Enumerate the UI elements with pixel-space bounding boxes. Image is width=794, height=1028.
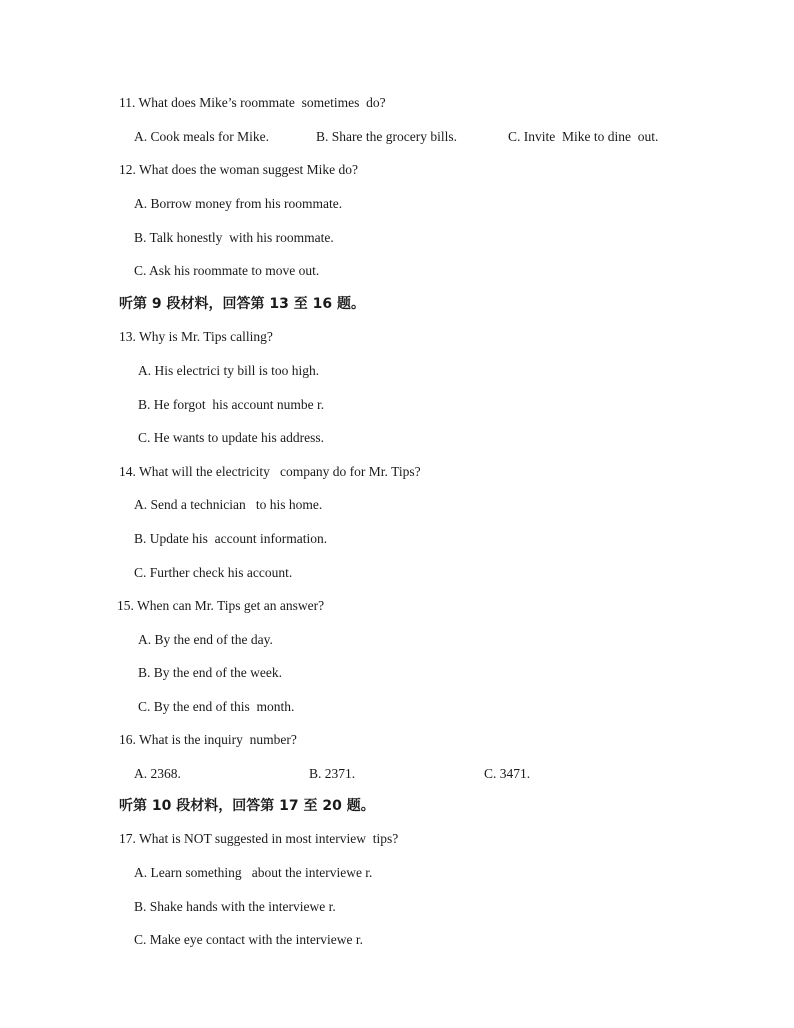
q11-option-b: B. Share the grocery bills. [316, 129, 457, 144]
question-14: 14. What will the electricity company do for Mr. Tips? [119, 464, 421, 479]
q14-option-c: C. Further check his account. [134, 565, 293, 580]
q15-option-c: C. By the end of this month. [138, 699, 295, 714]
question-15: 15. When can Mr. Tips get an answer? [117, 598, 325, 613]
q13-option-a: A. His electrici ty bill is too high. [138, 363, 320, 378]
q12-option-a: A. Borrow money from his roommate. [134, 196, 343, 211]
q17-option-c: C. Make eye contact with the interviewe r. [134, 932, 364, 947]
q12-option-b: B. Talk honestly with his roommate. [134, 230, 334, 245]
question-12: 12. What does the woman suggest Mike do? [119, 162, 358, 177]
question-13: 13. Why is Mr. Tips calling? [119, 329, 273, 344]
q11-option-a: A. Cook meals for Mike. [134, 129, 269, 144]
section-heading-10: 听第 10 段材料，回答第 17 至 20 题。 [119, 798, 375, 814]
q13-option-b: B. He forgot his account numbe r. [138, 397, 325, 412]
q16-option-b: B. 2371. [309, 766, 356, 781]
question-11: 11. What does Mike’s roommate sometimes do? [119, 95, 386, 110]
question-17: 17. What is NOT suggested in most interview tips? [119, 831, 399, 846]
q16-option-a: A. 2368. [134, 766, 181, 781]
question-16: 16. What is the inquiry number? [119, 732, 297, 747]
q14-option-a: A. Send a technician to his home. [134, 497, 323, 512]
q14-option-b: B. Update his account information. [134, 531, 328, 546]
section-heading-9: 听第 9 段材料，回答第 13 至 16 题。 [119, 296, 365, 312]
q11-option-c: C. Invite Mike to dine out. [508, 129, 659, 144]
q17-option-a: A. Learn something about the interviewe r. [134, 865, 373, 880]
q12-option-c: C. Ask his roommate to move out. [134, 263, 320, 278]
q13-option-c: C. He wants to update his address. [138, 430, 324, 445]
q17-option-b: B. Shake hands with the interviewe r. [134, 899, 336, 914]
q15-option-a: A. By the end of the day. [138, 632, 273, 647]
q16-option-c: C. 3471. [484, 766, 531, 781]
q15-option-b: B. By the end of the week. [138, 665, 282, 680]
